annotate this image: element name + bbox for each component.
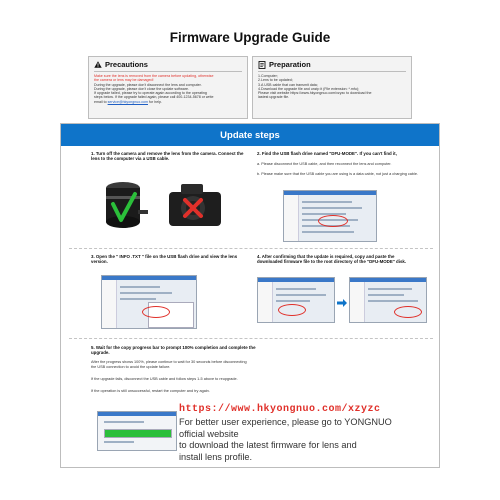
camera-cross-illustration: [161, 174, 231, 234]
divider: [258, 71, 406, 72]
step-5-title: 5. Wait for the copy progress bar to prompt 100% completion and complete the upgrade.: [91, 345, 256, 356]
promo-text: [179, 417, 429, 463]
step-1-title: 1. Turn off the camera and remove the lens from the camera. Connect the lens to the computer via a USB cable.: [91, 151, 244, 162]
precaution-line: Make sure the lens is removed from the camera before updating, otherwise: [94, 74, 214, 78]
step-2-note-a: a. Please disconnect the USB cable, and then reconnect the lens and computer.: [257, 162, 392, 166]
copy-progress-screenshot: [97, 411, 177, 451]
step-3-title: 3. Open the " INFO .TXT " file on the USB flash drive and view the lens version.: [91, 254, 238, 265]
preparation-line: 1.Computer;: [258, 74, 278, 78]
step-5-note-2: If the upgrade fails, disconnect the USB cable and follow steps 1-5 above to reupgrade.: [91, 377, 238, 381]
promo-line: For better user experience, please go to YONGNUO: [179, 417, 392, 427]
divider: [94, 71, 242, 72]
preparation-heading: Preparation: [269, 60, 311, 69]
dfu-disk-screenshot: [349, 277, 427, 323]
step-5-note-3: If the operation is still unsuccessful, restart the computer and try again.: [91, 389, 210, 393]
warning-icon: [94, 61, 102, 68]
info-txt-screenshot: [101, 275, 197, 329]
camera-photo: [161, 174, 231, 234]
preparation-box: [252, 56, 412, 119]
precaution-line: the camera or lens may be damaged!: [94, 78, 154, 83]
step-2-title: 2. Find the USB flash drive named "DFU-MODE". If you can't find it,: [257, 151, 397, 156]
support-email-link[interactable]: service@hkyongnuo.com: [107, 99, 148, 104]
promo-line: to download the latest firmware for lens and: [179, 440, 357, 451]
precaution-line: steps below. If the upgrade failed again, please call 400-1234-5678 or write: [94, 95, 214, 100]
step-4-title: 4. After confirming that the update is required, copy and paste the downloaded firmware file to the root directory of the "DFU-MODE" disk.: [257, 254, 407, 265]
step-2-note-b: b. Please make sure that the USB cable you are using is a data cable, not just a charging cable.: [257, 172, 419, 176]
lens-check-illustration: [93, 174, 153, 234]
precaution-line: During the upgrade, please don't close the update software.: [94, 86, 189, 91]
preparation-line: Please visit website https://www.hkyongnuo.com/xzyzc to download the: [258, 91, 372, 96]
promo-line: install lens profile.: [179, 451, 253, 462]
step-divider: [69, 248, 433, 249]
email-prefix: email to: [94, 99, 107, 104]
precaution-line: If upgrade failed, please try to operate again according to the operating: [94, 91, 207, 96]
step-5-note-1: After the progress shows 100%, please continue to wait for 30 seconds before disconnecting the USB connection to avoid the update failure.: [91, 360, 247, 369]
page-title: Firmware Upgrade Guide: [169, 30, 331, 45]
document-icon: [258, 61, 266, 69]
preparation-line: 4.Download the upgrade file and unzip it (File extension: *.mfu);: [258, 86, 360, 91]
preparation-line: 2.Lens to be updated;: [258, 78, 293, 83]
email-suffix: for help.: [149, 99, 162, 104]
precautions-box: [88, 56, 248, 119]
precautions-heading: Precautions: [105, 60, 148, 69]
preparation-line: 3.A USB cable that can transmit data;: [258, 82, 318, 87]
update-steps-heading: Update steps: [61, 124, 439, 146]
firmware-file-screenshot: [257, 277, 335, 323]
promo-line: official website: [179, 428, 239, 439]
precaution-line: During the upgrade, please don't disconnect the lens and computer.: [94, 82, 202, 87]
explorer-screenshot: [283, 190, 377, 242]
step-divider: [69, 338, 433, 339]
preparation-line: lastest upgrade file.: [258, 95, 290, 100]
arrow-right-icon: [337, 294, 347, 312]
firmware-download-link[interactable]: https://www.hkyongnuo.com/xzyzc: [179, 404, 381, 415]
lens-photo: [93, 174, 153, 234]
